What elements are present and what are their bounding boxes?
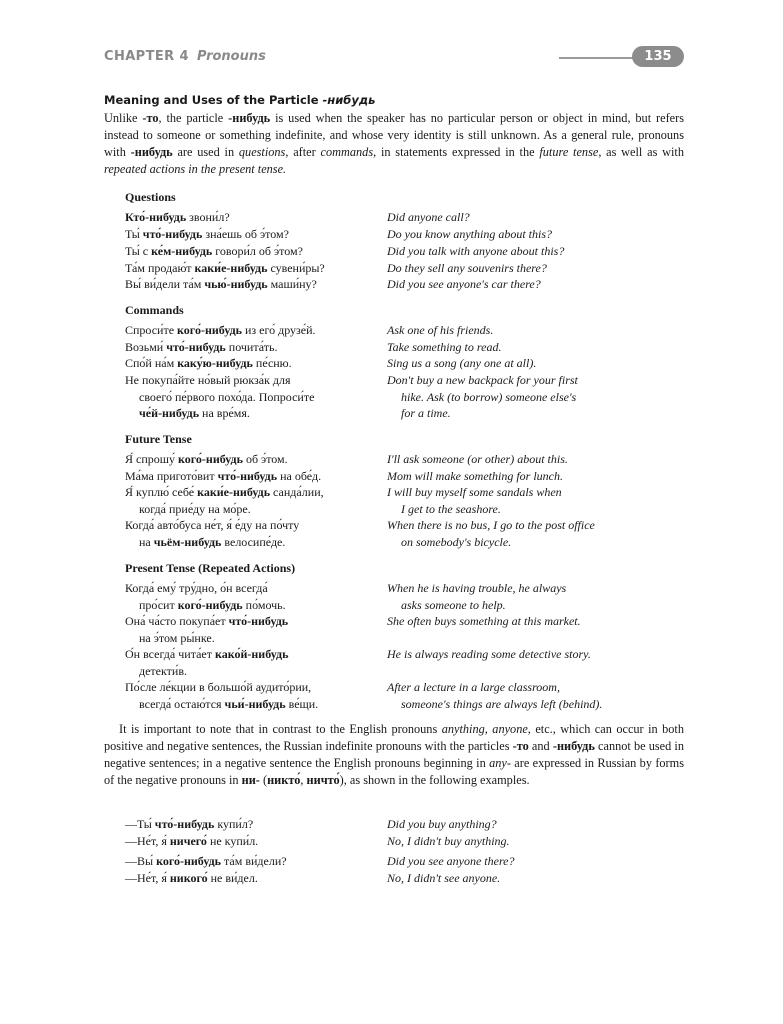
text-run: repeated actions in the present tense. (104, 162, 287, 176)
english-line: Take something to read. (387, 340, 502, 354)
negative-example-row (125, 853, 685, 870)
text-run: questions, (238, 145, 289, 159)
negative-example-row (125, 816, 685, 833)
russian-line (125, 613, 380, 630)
russian-line (125, 243, 380, 260)
chapter-number: CHAPTER 4 (104, 49, 189, 64)
text-run: , (300, 773, 307, 787)
text-run: —Не́т, я́ (125, 871, 170, 885)
negative-example-row (125, 870, 685, 887)
text-run: -нибудь (130, 145, 173, 159)
text-run: что́-нибудь (217, 469, 278, 483)
russian-line (125, 630, 380, 647)
chapter-topic: Pronouns (196, 49, 266, 64)
text-run: почита́ть. (225, 340, 278, 354)
text-run: It is important to note that in contrast to the English pronouns (119, 722, 442, 736)
example-row (125, 276, 685, 293)
text-run: на обе́д. (277, 469, 322, 483)
text-run: из его́ друзе́й. (241, 323, 316, 337)
english-line: asks someone to help. (401, 597, 506, 612)
text-run: звони́л? (186, 210, 230, 224)
text-run: , the particle (158, 111, 229, 125)
english-line: I'll ask someone (or other) about this. (387, 452, 568, 466)
english-line: He is always reading some detective story. (387, 647, 591, 661)
text-run: anything, anyone, (441, 722, 531, 736)
group-title: Questions (125, 190, 176, 204)
english-line: She often buys something at this market. (387, 614, 581, 628)
text-run: зна́ешь об э́том? (202, 227, 289, 241)
text-run: санда́лии, (270, 485, 324, 499)
russian-sentence (125, 372, 380, 422)
russian-sentence (125, 517, 380, 550)
english-translation (387, 243, 687, 260)
example-row (125, 646, 685, 679)
english-line: Don't buy a new backpack for your first (387, 373, 578, 387)
text-run: что́-нибудь (154, 817, 215, 831)
text-run: cannot be used in negative sentences; in a negative sentence the English pronouns beginning in (104, 739, 685, 770)
text-run: никто́ (267, 773, 301, 787)
english-line: Did you talk with anyone about this? (387, 244, 565, 258)
english-translation (387, 372, 687, 422)
russian-line (125, 322, 380, 339)
english-translation (387, 613, 687, 630)
text-run: Она́ ча́сто покупа́ет (125, 614, 229, 628)
text-run: Я́ спрошу́ (125, 452, 178, 466)
text-run: каки́е-нибудь (197, 485, 271, 499)
text-run: никого́ (169, 871, 208, 885)
example-row (125, 226, 685, 243)
text-run: по́мочь. (242, 597, 286, 612)
russian-sentence (125, 339, 380, 356)
english-line: Did you see anyone's car there? (387, 277, 541, 291)
text-run: об э́том. (242, 452, 288, 466)
example-row (125, 451, 685, 468)
english-translation (387, 580, 687, 613)
text-run: не купи́л. (206, 834, 259, 848)
russian-line (125, 226, 380, 243)
english-translation (387, 260, 687, 277)
section-title (104, 93, 375, 107)
group-title: Future Tense (125, 432, 192, 446)
russian-sentence (125, 833, 380, 850)
text-run: сувени́ры? (267, 261, 325, 275)
english-line: I get to the seashore. (401, 501, 501, 516)
text-run: когда́ прие́ду на мо́ре. (139, 501, 251, 516)
group-title: Commands (125, 303, 184, 317)
text-run: Кто́-нибудь (125, 210, 187, 224)
example-row (125, 322, 685, 339)
text-run: Ты́ (125, 227, 143, 241)
text-run: О́н всегда́ чита́ет (125, 647, 215, 661)
russian-sentence (125, 260, 380, 277)
english-line: Mom will make something for lunch. (387, 469, 563, 483)
text-run: что́-нибудь (228, 614, 289, 628)
english-line: for a time. (401, 406, 451, 420)
russian-line (125, 663, 380, 680)
russian-sentence (125, 870, 380, 887)
text-run: -нибудь (552, 739, 595, 753)
russian-sentence (125, 484, 380, 517)
english-line: on somebody's bicycle. (401, 534, 512, 549)
english-translation (387, 451, 687, 468)
russian-line (125, 696, 380, 713)
example-row (125, 679, 685, 712)
text-run: Ты́ с (125, 244, 152, 258)
text-run: Ма́ма пригото́вит (125, 469, 218, 483)
text-run: пе́сню. (252, 356, 292, 370)
example-row (125, 517, 685, 550)
text-run: детекти́в. (139, 663, 188, 678)
english-line: I will buy myself some sandals when (387, 485, 562, 499)
english-translation (387, 679, 687, 712)
russian-sentence (125, 613, 380, 646)
text-run: —Ты́ (125, 817, 155, 831)
russian-sentence (125, 646, 380, 679)
text-run: на вре́мя. (199, 406, 250, 420)
text-run: Та́м продаю́т (125, 261, 195, 275)
text-run: future tense, (539, 145, 602, 159)
example-row (125, 484, 685, 517)
russian-sentence (125, 276, 380, 293)
english-translation (387, 276, 687, 293)
negative-example-row (125, 833, 685, 850)
example-row (125, 613, 685, 646)
text-run: Возьми́ (125, 340, 167, 354)
russian-sentence (125, 816, 380, 833)
text-run: Когда́ авто́буса не́т, я́ е́ду на по́чту (125, 518, 300, 532)
text-run: Когда́ ему́ тру́дно, о́н всегда́ (125, 581, 268, 595)
text-run: Не покупа́йте но́вый рюкза́к для (125, 373, 291, 387)
english-line: Do you know anything about this? (387, 227, 552, 241)
english-translation: Did you see anyone there? (387, 854, 515, 868)
russian-sentence (125, 468, 380, 485)
russian-line (125, 339, 380, 356)
russian-sentence (125, 355, 380, 372)
text-run: Unlike (104, 111, 143, 125)
example-row (125, 243, 685, 260)
russian-sentence (125, 451, 380, 468)
english-translation (387, 339, 687, 356)
text-run: etc., which can occur in both positive and negative sentences, the Russian indefinite pronouns with the particles (104, 722, 684, 753)
russian-sentence (125, 853, 380, 870)
english-translation: Did you buy anything? (387, 817, 497, 831)
text-run: кого́-нибудь (178, 452, 243, 466)
text-run: про́сит (139, 597, 178, 612)
english-translation (387, 209, 687, 226)
text-run: на (139, 534, 154, 549)
text-run: ни- (241, 773, 260, 787)
russian-sentence (125, 209, 380, 226)
text-run: as well as with (601, 145, 684, 159)
russian-line (125, 468, 380, 485)
example-row (125, 468, 685, 485)
english-translation (387, 322, 687, 339)
russian-line (125, 597, 380, 614)
english-line: Ask one of his friends. (387, 323, 494, 337)
russian-line (125, 580, 380, 597)
russian-line (125, 534, 380, 551)
russian-line (125, 405, 380, 422)
english-translation: No, I didn't buy anything. (387, 834, 510, 848)
english-line: someone's things are always left (behind). (401, 696, 603, 711)
text-run: ничего́ (169, 834, 207, 848)
russian-sentence (125, 322, 380, 339)
text-run: -то (512, 739, 529, 753)
russian-line (125, 646, 380, 663)
text-run: что́-нибудь (166, 340, 226, 354)
text-run: каку́ю-нибудь (177, 356, 253, 370)
example-row (125, 355, 685, 372)
text-run: что́-нибудь (142, 227, 203, 241)
text-run: Вы́ ви́дели та́м (125, 277, 205, 291)
text-run: всегда́ остаю́тся (139, 696, 225, 711)
text-run: Я́ куплю́ себе́ (125, 485, 198, 499)
english-line: Did anyone call? (387, 210, 470, 224)
text-run: are used in (172, 145, 239, 159)
english-line: Sing us a song (any one at all). (387, 356, 537, 370)
text-run: маши́ну? (267, 277, 317, 291)
text-run: are expressed in Russian by forms of the negative pronouns in (104, 756, 685, 787)
russian-sentence (125, 226, 380, 243)
example-row (125, 260, 685, 277)
english-translation (387, 355, 687, 372)
text-run: По́сле ле́кции в большо́й аудито́рии, (125, 680, 312, 694)
section-title-text: Meaning and Uses of the Particle (104, 93, 323, 107)
page-header (104, 46, 684, 70)
english-line: hike. Ask (to borrow) someone else's (401, 389, 577, 404)
russian-line (125, 501, 380, 518)
russian-line (125, 484, 380, 501)
text-run: та́м ви́дели? (221, 854, 287, 868)
english-translation (387, 468, 687, 485)
text-run: Спроси́те (125, 323, 178, 337)
text-run: чью́-нибудь (204, 277, 268, 291)
text-run: is used when the speaker has no particular person or object in mind, but refers instead to someone or something indefinite, and whose very identity is still unknown. As a general rule, pronouns with (104, 111, 685, 159)
english-line: Do they sell any souvenirs there? (387, 261, 547, 275)
english-translation (387, 517, 687, 550)
text-run: купи́л? (214, 817, 254, 831)
text-run: in statements expressed in the (376, 145, 540, 159)
text-run: кого́-нибудь (177, 597, 243, 612)
english-line: After a lecture in a large classroom, (387, 680, 560, 694)
text-run: ( (259, 773, 268, 787)
text-run: —Не́т, я́ (125, 834, 170, 848)
russian-line (125, 276, 380, 293)
text-run: ), as shown in the following examples. (339, 773, 530, 787)
russian-sentence (125, 243, 380, 260)
text-run: на э́том ры́нке. (139, 630, 215, 645)
text-run: кого́-нибудь (177, 323, 242, 337)
section-title-particle: -нибудь (322, 93, 376, 107)
text-run: кого́-нибудь (156, 854, 222, 868)
russian-line (125, 679, 380, 696)
text-run: after (288, 145, 321, 159)
text-run: Спо́й на́м (125, 356, 178, 370)
example-row (125, 372, 685, 422)
text-run: and (528, 739, 553, 753)
text-run: commands, (320, 145, 377, 159)
text-run: ве́щи. (285, 696, 319, 711)
russian-line (125, 260, 380, 277)
text-run: велосипе́де. (221, 534, 286, 549)
russian-sentence (125, 679, 380, 712)
english-translation (387, 646, 687, 663)
page-number: 135 (632, 46, 684, 67)
text-run: ке́м-нибудь (151, 244, 213, 258)
text-run: че́й-нибудь (139, 406, 200, 420)
english-translation: No, I didn't see anyone. (387, 871, 501, 885)
russian-line (125, 389, 380, 406)
chapter-label (104, 49, 266, 64)
english-translation (387, 484, 687, 517)
russian-line (125, 372, 380, 389)
text-run: не ви́дел. (207, 871, 258, 885)
text-run: своего́ пе́рвого похо́да. Попроси́те (139, 389, 315, 404)
english-line: When there is no bus, I go to the post office (387, 518, 595, 532)
example-row (125, 339, 685, 356)
intro-paragraph (104, 110, 684, 178)
text-run: -нибудь (228, 111, 271, 125)
text-run: ничто́ (306, 773, 340, 787)
text-run: -то (142, 111, 159, 125)
example-row (125, 580, 685, 613)
russian-line (125, 209, 380, 226)
text-run: any- (489, 756, 511, 770)
russian-line (125, 451, 380, 468)
group-title: Present Tense (Repeated Actions) (125, 561, 296, 575)
english-line: When he is having trouble, he always (387, 581, 567, 595)
example-row (125, 209, 685, 226)
text-run: каки́е-нибудь (194, 261, 268, 275)
note-paragraph (104, 721, 684, 789)
text-run: чьи́-нибудь (224, 696, 286, 711)
text-run: говори́л об э́том? (212, 244, 303, 258)
text-run: како́й-нибудь (214, 647, 289, 661)
english-translation (387, 226, 687, 243)
russian-line (125, 355, 380, 372)
russian-sentence (125, 580, 380, 613)
text-run: —Вы́ (125, 854, 157, 868)
russian-line (125, 517, 380, 534)
text-run: чьём-нибудь (153, 534, 222, 549)
